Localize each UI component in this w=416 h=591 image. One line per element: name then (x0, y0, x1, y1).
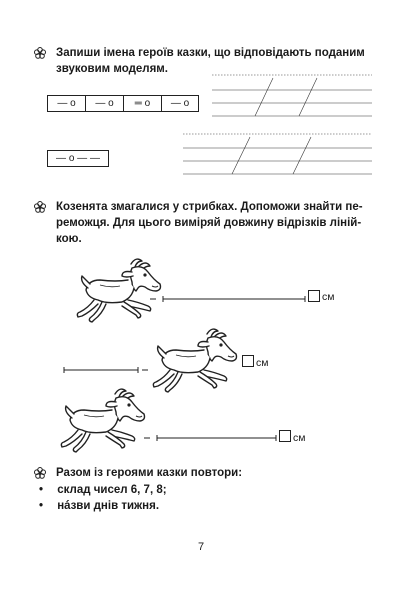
bullet: • (39, 484, 44, 496)
unit-label-1: см (322, 291, 335, 303)
list-item (39, 498, 159, 514)
writing-lines (0, 0, 416, 200)
unit-label-3: см (293, 432, 306, 444)
goat-icon (61, 389, 144, 452)
task2-line2: реможця. Для цього виміряй довжину відрізків ліній- (56, 217, 362, 229)
flower-icon (34, 201, 46, 213)
flower-icon (34, 467, 46, 479)
answer-box-2[interactable] (242, 355, 254, 367)
bullet: • (39, 500, 44, 512)
task1-line2: звуковим моделям. (56, 63, 169, 75)
model1-cell: — о (48, 96, 86, 111)
task2-line1: Козенята змагалися у стрибках. Допоможи знайти пе- (56, 201, 363, 213)
goat-icon (77, 259, 160, 322)
task1-line1: Запиши імена героїв казки, що відповідають поданим (56, 47, 365, 59)
model2-cell: — о — — (56, 153, 100, 164)
answer-box-3[interactable] (279, 430, 291, 442)
list-item-text: склад чисел 6, 7, 8; (57, 484, 167, 496)
model1-cell: ═ о (124, 96, 162, 111)
goat-icon (153, 329, 236, 392)
list-item (39, 482, 167, 498)
unit-label-2: см (256, 357, 269, 369)
task3-instruction: Разом із героями казки повтори: (56, 467, 243, 479)
page-number: 7 (198, 541, 205, 553)
goats-illustration (0, 240, 416, 460)
model1-cell: — о (170, 98, 190, 109)
list-item-text: нáзви днів тижня. (57, 500, 160, 512)
task2-line3: кою. (56, 233, 82, 245)
answer-box-1[interactable] (308, 290, 320, 302)
model1-cell: — о (86, 96, 124, 111)
